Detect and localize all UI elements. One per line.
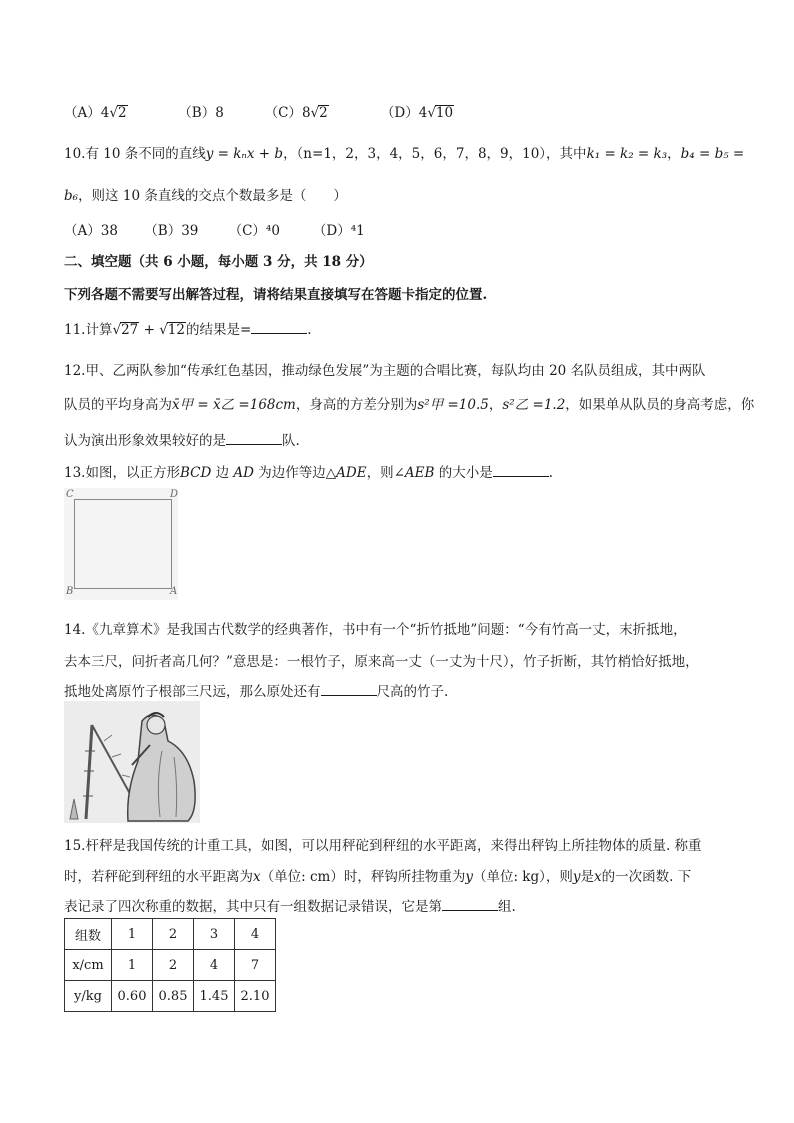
table-cell: 0.60 xyxy=(112,981,153,1012)
q14-line3: 抵地处离原竹子根部三尺远，那么原处还有 尺高的竹子. xyxy=(64,684,449,700)
q10-line1: 10.有 10 条不同的直线y = kₙx + b，（n=1，2，3，4，5，6，7，8，9，10），其中k₁ = k₂ = k₃，b₄ = b₅ = xyxy=(64,146,745,162)
table-cell: 2 xyxy=(153,919,194,950)
table-cell: 1 xyxy=(112,919,153,950)
section-instruction: 下列各题不需要写出解答过程，请将结果直接填写在答题卡指定的位置. xyxy=(64,287,488,303)
answer-blank xyxy=(493,466,549,477)
label-c: C xyxy=(66,489,74,500)
q14-line2: 去本三尺，问折者高几何？”意思是：一根竹子，原来高一丈（一丈为十尺），竹子折断，其竹梢恰好抵地， xyxy=(64,654,699,670)
table-cell: 2 xyxy=(153,950,194,981)
q15-line2: 时，若秤砣到秤纽的水平距离为x（单位: cm）时，秤钩所挂物重为y（单位: kg），则y是x的一次函数. 下 xyxy=(64,869,692,885)
q12-line1: 12.甲、乙两队参加“传承红色基因，推动绿色发展”为主题的合唱比赛，每队均由 20 名队员组成，其中两队 xyxy=(64,363,706,379)
weighing-data-table xyxy=(64,918,276,1012)
square-figure xyxy=(64,488,178,600)
q10-options xyxy=(64,219,365,239)
label-a: A xyxy=(170,586,178,597)
q9-option-b: （B）8 xyxy=(178,105,224,121)
label-d: D xyxy=(170,489,179,500)
row-header: x/cm xyxy=(65,950,112,981)
q9-option-c: （C）8√2 xyxy=(264,105,328,121)
answer-blank xyxy=(226,434,282,445)
answer-blank xyxy=(442,900,498,911)
bamboo-illustration xyxy=(64,701,200,823)
q10-option-d: （D）⁴1 xyxy=(312,223,365,239)
q10-line2: b₆，则这 10 条直线的交点个数最多是（ ） xyxy=(64,188,347,204)
row-header: y/kg xyxy=(65,981,112,1012)
table-cell: 4 xyxy=(235,919,276,950)
answer-blank xyxy=(251,323,307,334)
table-row xyxy=(65,919,276,950)
section-title: 二、填空题（共 6 小题，每小题 3 分，共 18 分） xyxy=(64,254,373,270)
square-outline xyxy=(74,499,172,589)
table-cell: 4 xyxy=(194,950,235,981)
table-cell: 0.85 xyxy=(153,981,194,1012)
q12-line2: 队员的平均身高为x̄甲 = x̄乙 =168cm，身高的方差分别为s²甲 =10.5，s²乙 =1.2，如果单从队员的身高考虑，你 xyxy=(64,397,755,413)
label-b: B xyxy=(66,586,74,597)
table-cell: 2.10 xyxy=(235,981,276,1012)
q10-option-a: （A）38 xyxy=(64,223,118,239)
q9-option-d: （D）4√10 xyxy=(380,105,454,121)
table-cell: 1.45 xyxy=(194,981,235,1012)
answer-blank xyxy=(321,685,377,696)
bamboo-scholar-drawing xyxy=(64,701,200,823)
q12-line3: 认为演出形象效果较好的是 队. xyxy=(64,433,300,449)
table-cell: 1 xyxy=(112,950,153,981)
row-header: 组数 xyxy=(65,919,112,950)
q11: 11.计算√27 + √12的结果是= . xyxy=(64,322,312,338)
table-row xyxy=(65,981,276,1012)
q10-option-b: （B）39 xyxy=(144,223,199,239)
q9-options xyxy=(64,101,454,121)
table-cell: 7 xyxy=(235,950,276,981)
q13: 13.如图，以正方形BCD 边 AD 为边作等边△ADE，则∠AEB 的大小是 . xyxy=(64,465,554,481)
q9-option-a: （A）4√2 xyxy=(64,105,127,121)
q15-line3: 表记录了四次称重的数据，其中只有一组数据记录错误，它是第 组. xyxy=(64,899,516,915)
q14-line1: 14.《九章算术》是我国古代数学的经典著作，书中有一个“折竹抵地”问题：“今有竹高一丈，末折抵地， xyxy=(64,622,687,638)
table-cell: 3 xyxy=(194,919,235,950)
table-row xyxy=(65,950,276,981)
q15-line1: 15.杆秤是我国传统的计重工具，如图，可以用秤砣到秤纽的水平距离，来得出秤钩上所挂物体的质量. 称重 xyxy=(64,838,702,854)
q10-option-c: （C）⁴0 xyxy=(228,223,280,239)
